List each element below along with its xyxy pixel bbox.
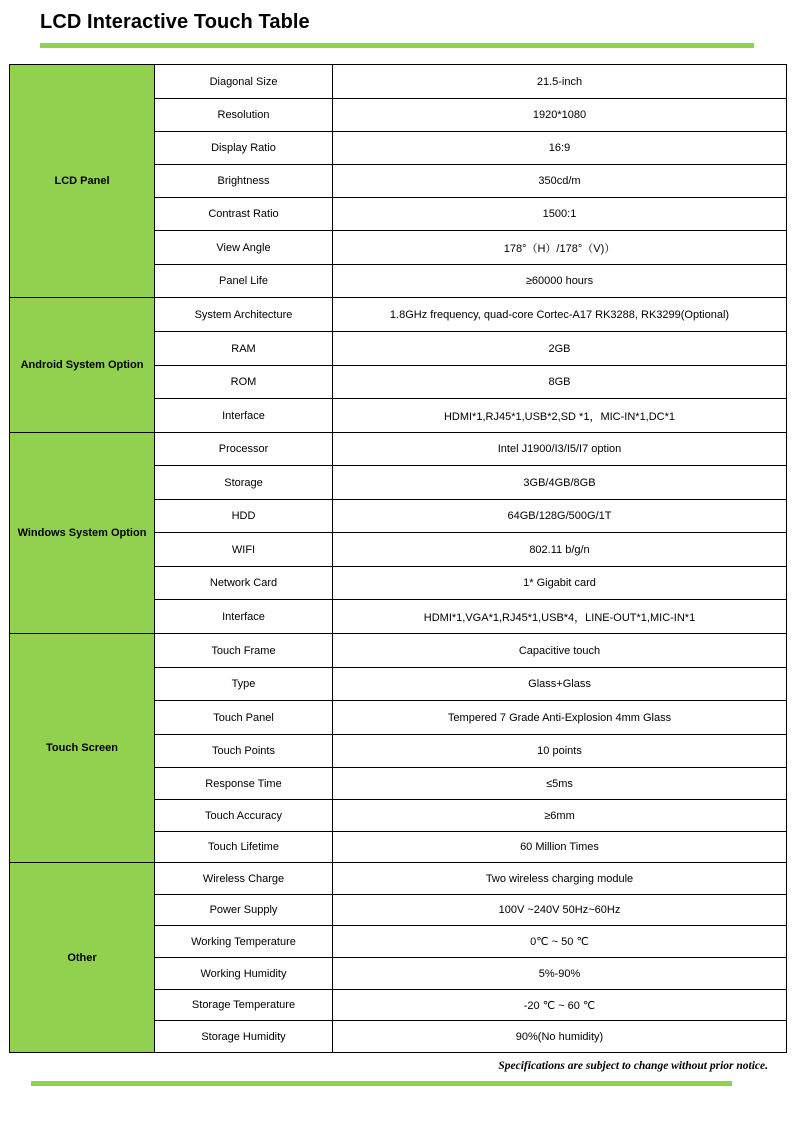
spec-label: Display Ratio [155,132,333,165]
spec-label: Touch Panel [155,701,333,735]
spec-label: Network Card [155,567,333,600]
spec-label: Resolution [155,99,333,132]
spec-label: Touch Accuracy [155,800,333,832]
section-name: Windows System Option [10,433,155,634]
spec-row [10,298,787,332]
spec-value: 16:9 [333,132,787,165]
spec-label: Diagonal Size [155,65,333,99]
spec-label: Panel Life [155,265,333,298]
spec-label: HDD [155,500,333,533]
title-underline-bar [40,43,754,48]
spec-value: 60 Million Times [333,832,787,863]
spec-value: 0℃ ~ 50 ℃ [333,926,787,958]
document-title: LCD Interactive Touch Table [40,11,310,33]
spec-row [10,433,787,466]
spec-row [10,65,787,99]
spec-label: Storage Temperature [155,990,333,1021]
spec-value: 21.5-inch [333,65,787,99]
spec-label: ROM [155,366,333,399]
spec-value: -20 ℃ ~ 60 ℃ [333,990,787,1021]
spec-value: 1500:1 [333,198,787,231]
spec-value: 8GB [333,366,787,399]
spec-value: Two wireless charging module [333,863,787,895]
spec-label: WIFI [155,533,333,567]
spec-value: 802.11 b/g/n [333,533,787,567]
spec-value: ≤5ms [333,768,787,800]
spec-label: Brightness [155,165,333,198]
spec-label: Response Time [155,768,333,800]
spec-value: Glass+Glass [333,668,787,701]
spec-label: Working Humidity [155,958,333,990]
spec-label: Touch Lifetime [155,832,333,863]
spec-label: Interface [155,399,333,433]
spec-value: Capacitive touch [333,634,787,668]
spec-row [10,634,787,668]
spec-label: RAM [155,332,333,366]
spec-table-body [10,65,787,1053]
spec-value: 1* Gigabit card [333,567,787,600]
section-name: LCD Panel [10,65,155,298]
spec-value: 178°（H）/178°（V)） [333,231,787,265]
spec-label: Touch Points [155,735,333,768]
spec-value: 5%-90% [333,958,787,990]
spec-value: HDMI*1,VGA*1,RJ45*1,USB*4，LINE-OUT*1,MIC-IN*1 [333,600,787,634]
spec-label: Touch Frame [155,634,333,668]
spec-label: Type [155,668,333,701]
spec-value: 90%(No humidity) [333,1021,787,1053]
spec-label: Contrast Ratio [155,198,333,231]
spec-label: Working Temperature [155,926,333,958]
spec-value: HDMI*1,RJ45*1,USB*2,SD *1，MIC-IN*1,DC*1 [333,399,787,433]
spec-value: 1.8GHz frequency, quad-core Cortec-A17 RK3288, RK3299(Optional) [333,298,787,332]
spec-value: 100V ~240V 50Hz~60Hz [333,895,787,926]
spec-value: 2GB [333,332,787,366]
spec-label: View Angle [155,231,333,265]
spec-label: Power Supply [155,895,333,926]
section-name: Touch Screen [10,634,155,863]
spec-label: System Architecture [155,298,333,332]
spec-value: Intel J1900/I3/I5/I7 option [333,433,787,466]
spec-label: Storage Humidity [155,1021,333,1053]
spec-value: 64GB/128G/500G/1T [333,500,787,533]
disclaimer-notice: Specifications are subject to change without prior notice. [498,1060,768,1072]
spec-value: ≥6mm [333,800,787,832]
footer-bar [31,1081,732,1086]
section-name: Android System Option [10,298,155,433]
spec-value: ≥60000 hours [333,265,787,298]
spec-value: 10 points [333,735,787,768]
section-name: Other [10,863,155,1053]
spec-label: Processor [155,433,333,466]
spec-table [9,64,787,1053]
spec-label: Wireless Charge [155,863,333,895]
spec-value: Tempered 7 Grade Anti-Explosion 4mm Glass [333,701,787,735]
spec-value: 350cd/m [333,165,787,198]
spec-label: Storage [155,466,333,500]
spec-label: Interface [155,600,333,634]
spec-value: 1920*1080 [333,99,787,132]
spec-value: 3GB/4GB/8GB [333,466,787,500]
spec-row [10,863,787,895]
